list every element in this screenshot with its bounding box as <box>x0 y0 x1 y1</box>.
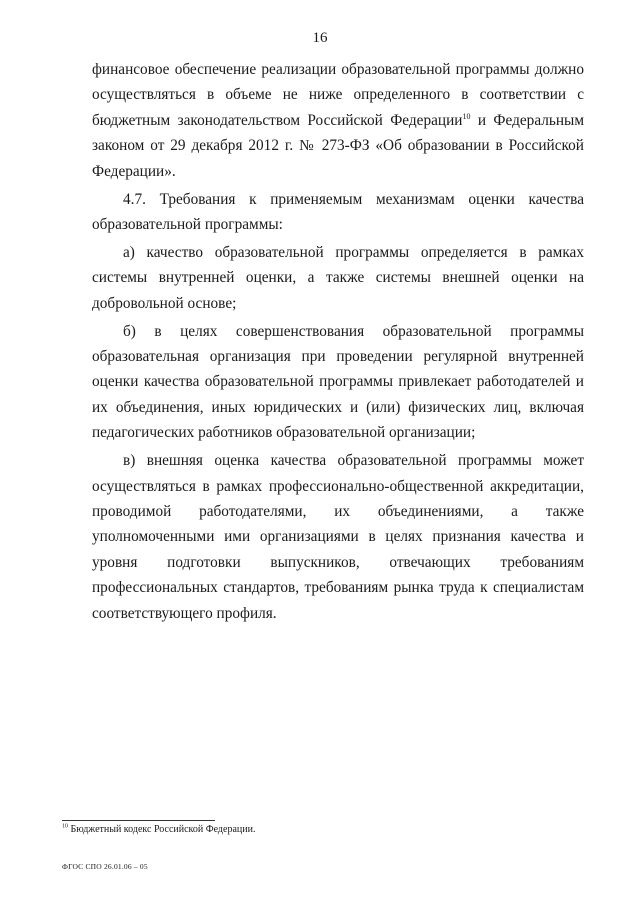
footnote-text: Бюджетный кодекс Российской Федерации. <box>68 824 256 835</box>
paragraph-text: и Федеральным законом от 29 декабря 2012 г. № 273-ФЗ «Об образовании в Российской Федерации». <box>92 111 585 180</box>
footnote-divider <box>62 820 215 821</box>
footnote-reference: 10 <box>462 111 471 121</box>
document-code: ФГОС СПО 26.01.06 – 05 <box>62 862 148 871</box>
body-text <box>92 57 584 626</box>
paragraph-text: финансовое обеспечение реализации образовательной программы должно осуществляться в объеме не ниже определенного в соответствии с бюджетным законодательством Российской Федерации <box>92 61 584 129</box>
paragraph-funding <box>92 57 584 184</box>
paragraph-item-b: б) в целях совершенствования образовательной программы образовательная организация при проведении регулярной внутренней оценки качества образовательной программы привлекает работодателей и их объединения, иных юридических и (или) физических лиц, включая педагогических работников образовательной организации; <box>92 322 584 442</box>
footnote <box>62 823 255 837</box>
paragraph-item-v: в) внешняя оценка качества образовательной программы может осуществляться в рамках профессионально-общественной аккредитации, проводимой работодателями, их объединениями, а также уполномоченными ими организациями в целях признания качества и уровня подготовки выпускников, отвечающих требованиям профессиональных стандартов, требованиям рынка труда к специалистам соответствующего профиля. <box>92 452 584 622</box>
footnote-number: 10 <box>62 823 68 830</box>
page-number: 16 <box>312 30 328 46</box>
paragraph-section-4-7: 4.7. Требования к применяемым механизмам оценки качества образовательной программы: <box>92 190 584 233</box>
paragraph-item-a: а) качество образовательной программы определяется в рамках системы внутренней оценки, а также системы внешней оценки на добровольной основе; <box>92 243 584 312</box>
